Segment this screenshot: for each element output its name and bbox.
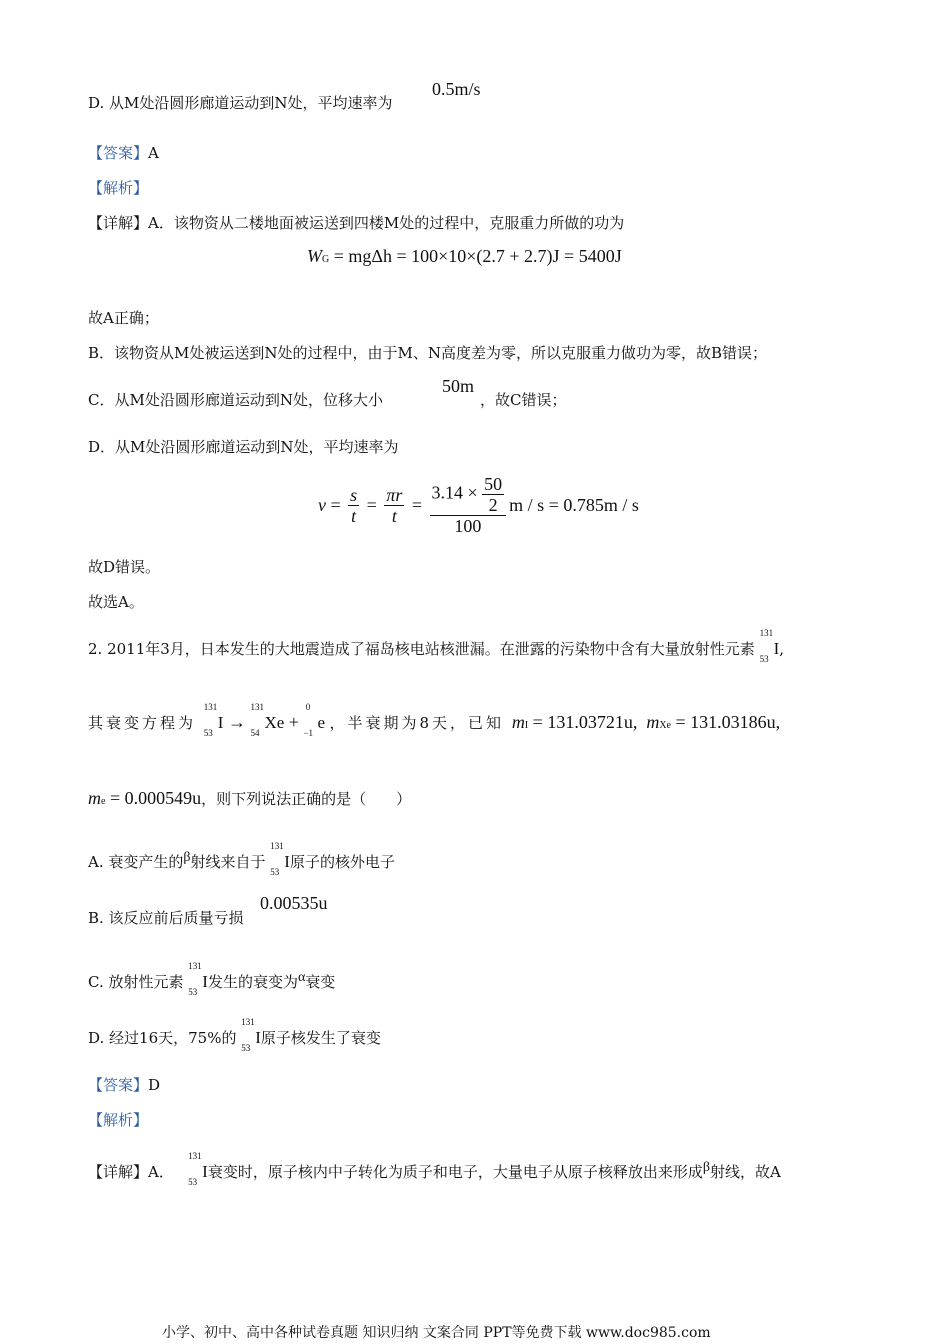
q1-detail-c-value: 50m	[442, 376, 475, 396]
q2-stem-line1: 2. 2011年3月，日本发生的大地震造成了福岛核电站核泄漏。在泄露的污染物中含有大量放射性元素 131 53 I,	[88, 628, 785, 664]
q1-answer: 【答案】A	[88, 144, 159, 162]
q1-detail-b: B．该物资从M处被运送到N处的过程中，由于M、N高度差为零，所以克服重力做功为零，故B错误；	[88, 344, 768, 362]
page-footer: 小学、初中、高中各种试卷真题 知识归纳 文案合同 PPT等免费下载 www.doc985.com	[162, 1325, 711, 1341]
iodine-131-nuclide: 131 53 I	[759, 628, 780, 664]
q1-speed-formula: v = $\frac{s}{t}$ = $\frac{\pi r}{t}$ = 3.14 × $\frac{50}{2}$ 100 m / s = 0.785m / s	[318, 474, 639, 536]
q2-analysis-label: 【解析】	[88, 1111, 149, 1129]
q1-option-d: D. 从M处沿圆形廊道运动到N处，平均速率为	[88, 94, 393, 112]
q1-analysis-label: 【解析】	[88, 179, 149, 197]
q2-answer: 【答案】D	[88, 1076, 161, 1094]
q1-option-d-value: 0.5m/s	[432, 79, 481, 99]
q1-conclusion-d: 故D错误。	[88, 558, 161, 576]
q1-conclusion-a: 故A正确；	[88, 309, 159, 327]
q2-detail-a: 【详解】A． 131 53 I衰变时，原子核内中子转化为质子和电子，大量电子从原子核释放出来形成β射线，故A	[88, 1151, 781, 1187]
q2-stem-line2: 其衰变方程为 131 53 I → 131 54 Xe + 0 −1 e ，半衰期为8天，已知 mI = 131.03721u, mXe = 131.03186u,	[88, 702, 781, 738]
q1-detail-d: D．从M处沿圆形廊道运动到N处，平均速率为	[88, 438, 399, 456]
q2-option-d: D. 经过16天，75%的 131 53 I原子核发生了衰变	[88, 1017, 381, 1053]
q2-option-b: B. 该反应前后质量亏损	[88, 909, 244, 927]
q1-detail-a: 【详解】A．该物资从二楼地面被运送到四楼M处的过程中，克服重力所做的功为	[88, 214, 625, 232]
q1-work-formula: WG = mgΔh = 100×10×(2.7 + 2.7)J = 5400J	[307, 246, 622, 266]
q2-option-a: A. 衰变产生的β射线来自于 131 53 I原子的核外电子	[88, 841, 395, 877]
q1-detail-c: C．从M处沿圆形廊道运动到N处，位移大小	[88, 391, 383, 409]
q2-stem-line3: me = 0.000549u，则下列说法正确的是（ ）	[88, 788, 412, 808]
q2-option-c: C. 放射性元素 131 53 I发生的衰变为α衰变	[88, 961, 336, 997]
q2-option-b-value: 0.00535u	[260, 893, 328, 913]
q1-choose: 故选A。	[88, 593, 144, 611]
q1-detail-c-end: ，故C错误；	[480, 391, 567, 409]
